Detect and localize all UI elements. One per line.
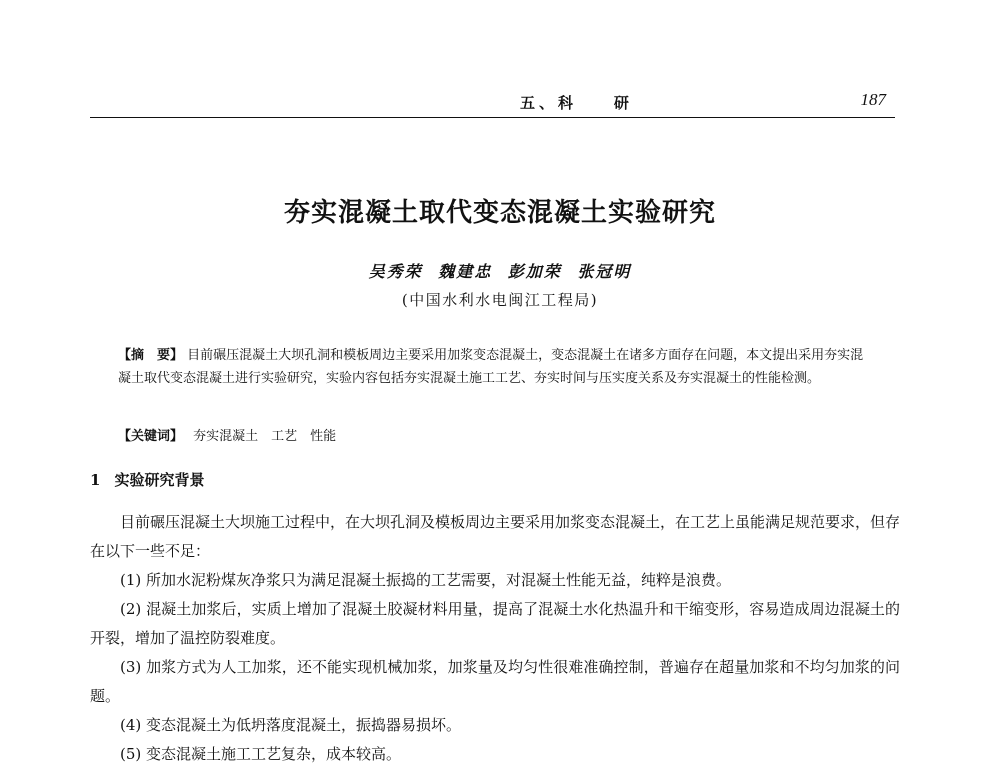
keywords: [118, 427, 874, 447]
paragraph: (4) 变态混凝土为低坍落度混凝土，振捣器易损坏。: [120, 716, 462, 734]
running-title: 五、科 研: [520, 94, 633, 112]
page-header: [90, 90, 890, 116]
affiliation: (中国水利水电闽江工程局): [401, 291, 599, 309]
paragraph: (5) 变态混凝土施工工艺复杂，成本较高。: [120, 745, 402, 763]
keywords-label: 【关键词】: [118, 429, 184, 444]
abstract-label: 【摘 要】: [118, 348, 184, 363]
abstract: [118, 344, 874, 390]
section-title: 实验研究背景: [114, 471, 205, 489]
keywords-text: 夯实混凝土 工艺 性能: [193, 429, 337, 444]
paragraph: (1) 所加水泥粉煤灰净浆只为满足混凝土振捣的工艺需要，对混凝土性能无益，纯粹是浪费。: [120, 571, 732, 589]
section-heading: [90, 469, 204, 490]
page-number: 187: [860, 90, 886, 109]
paragraph: (2) 混凝土加浆后，实质上增加了混凝土胶凝材料用量，提高了混凝土水化热温升和干缩变形，容易造成周边混凝土的开裂，增加了温控防裂难度。: [90, 600, 900, 647]
section-number: 1: [90, 471, 101, 489]
paper-title: 夯实混凝土取代变态混凝土实验研究: [283, 198, 716, 228]
body-text: [90, 508, 900, 769]
abstract-text: 目前碾压混凝土大坝孔洞和模板周边主要采用加浆变态混凝土，变态混凝土在诸多方面存在问题，本文提出采用夯实混凝土取代变态混凝土进行实验研究，实验内容包括夯实混凝土施工工艺、夯实时间与压实度关系及夯实混凝土的性能检测。: [118, 348, 864, 386]
paragraph: 目前碾压混凝土大坝施工过程中，在大坝孔洞及模板周边主要采用加浆变态混凝土，在工艺上虽能满足规范要求，但存在以下一些不足：: [90, 513, 901, 560]
header-rule: [90, 117, 895, 118]
authors: 吴秀荣 魏建忠 彭加荣 张冠明: [368, 262, 632, 281]
paragraph: (3) 加浆方式为人工加浆，还不能实现机械加浆，加浆量及均匀性很难准确控制，普遍存在超量加浆和不均匀加浆的问题。: [90, 658, 900, 705]
